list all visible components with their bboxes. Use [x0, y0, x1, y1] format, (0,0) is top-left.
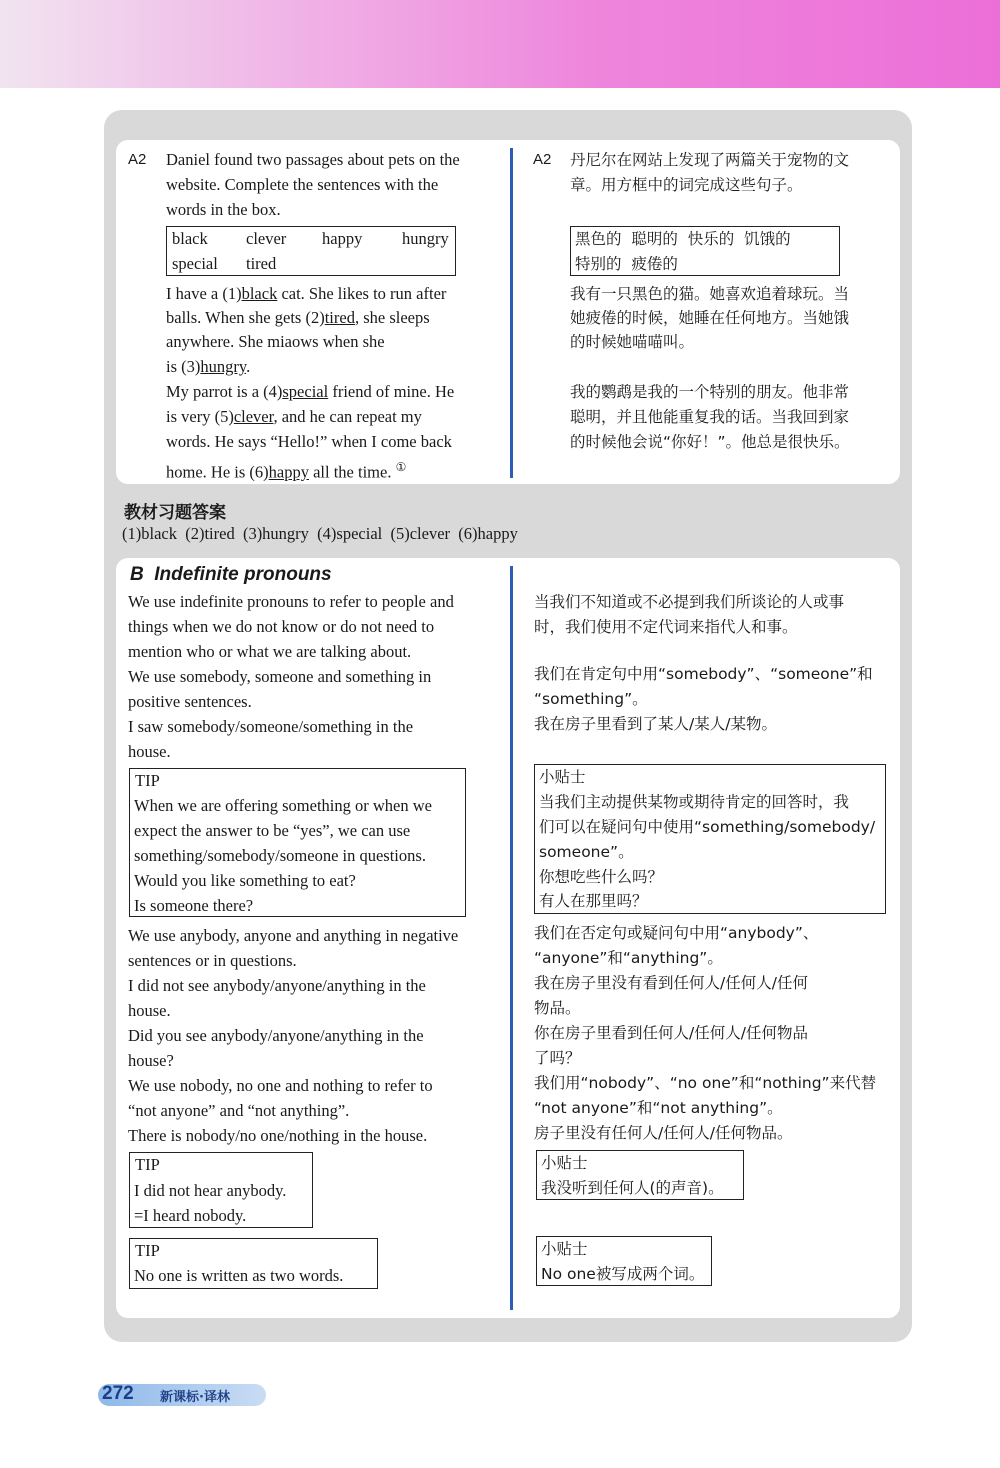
tip-line: No one is written as two words. [134, 1266, 344, 1285]
a2-intro-line: words in the box. [166, 200, 281, 219]
passage-zh-line: 的时候她喵喵叫。 [570, 333, 695, 351]
passage-line: is very (5)clever, and he can repeat my [166, 407, 422, 426]
body-line: things when we do not know or do not need to [128, 617, 435, 636]
passage-zh-line: 我有一只黑色的猫。她喜欢追着球玩。当 [570, 285, 850, 303]
tip-title-zh: 小贴士 [539, 768, 586, 786]
passage-line: I have a (1)black cat. She likes to run after [166, 284, 447, 303]
passage-zh-line: 她疲倦的时候，她睡在任何地方。当她饿 [570, 309, 850, 327]
passage-line: words. He says “Hello!” when I come back [166, 432, 452, 451]
column-divider-top [510, 148, 513, 478]
passage-line: My parrot is a (4)special friend of mine. He [166, 382, 455, 401]
word-box-item: special [172, 254, 218, 273]
section-b-heading: B Indefinite pronouns [130, 564, 332, 585]
passage-zh-line: 我的鹦鹉是我的一个特别的朋友。他非常 [570, 383, 850, 401]
body-line: house. [128, 742, 171, 761]
body-zh-line: 我们在肯定句中用“somebody”、“someone”和 [534, 665, 873, 683]
body-zh-line: 你在房子里看到任何人/任何人/任何物品 [534, 1024, 808, 1042]
body-zh-line: 我在房子里没有看到任何人/任何人/任何 [534, 974, 808, 992]
body-line: positive sentences. [128, 692, 252, 711]
body-zh-line: 时，我们使用不定代词来指代人和事。 [534, 618, 798, 636]
tip-line: Is someone there? [134, 896, 254, 915]
tip-title-zh: 小贴士 [541, 1240, 588, 1258]
body-zh-line: 房子里没有任何人/任何人/任何物品。 [534, 1124, 793, 1142]
body-line: We use anybody, anyone and anything in negative [128, 926, 459, 945]
column-divider-bottom [510, 566, 513, 1310]
body-zh-line: 物品。 [534, 999, 581, 1017]
body-line: We use indefinite pronouns to refer to people and [128, 592, 454, 611]
body-line: “not anyone” and “not anything”. [128, 1101, 350, 1120]
body-zh-line: 我们在否定句或疑问句中用“anybody”、 [534, 924, 819, 942]
passage-zh-line: 聪明，并且他能重复我的话。当我回到家 [570, 408, 850, 426]
body-zh-line: “anyone”和“anything”。 [534, 949, 723, 967]
answer-blank: happy [268, 462, 309, 482]
tip-line: Would you like something to eat? [134, 871, 356, 890]
tip-line: something/somebody/someone in questions. [134, 846, 426, 865]
passage-line: home. He is (6)happy all the time. ① [166, 460, 407, 482]
tip-title: TIP [135, 1155, 160, 1174]
tip-zh-line: 我没听到任何人(的声音)。 [541, 1179, 724, 1197]
tip-line: =I heard nobody. [134, 1206, 247, 1225]
tip-zh-line: 你想吃些什么吗？ [539, 868, 664, 886]
answer-blank: special [282, 382, 329, 401]
body-line: We use nobody, no one and nothing to refer to [128, 1076, 433, 1095]
body-zh-line: 我在房子里看到了某人/某人/某物。 [534, 715, 777, 733]
answer-blank: black [241, 284, 278, 303]
answer-blank: hungry [200, 357, 247, 376]
body-line: house? [128, 1051, 174, 1070]
a2-intro-line: website. Complete the sentences with the [166, 175, 439, 194]
body-zh-line: 当我们不知道或不必提到我们所谈论的人或事 [534, 593, 845, 611]
body-line: Did you see anybody/anyone/anything in the [128, 1026, 424, 1045]
word-box-zh-row: 黑色的 聪明的 快乐的 饥饿的 [575, 230, 791, 248]
tip-zh-line: 有人在那里吗？ [539, 892, 648, 910]
a2-intro-zh: 丹尼尔在网站上发现了两篇关于宠物的文 [570, 151, 850, 169]
passage-line: is (3)hungry. [166, 357, 251, 376]
body-zh-line: “not anyone”和“not anything”。 [534, 1099, 783, 1117]
tip-title: TIP [135, 771, 160, 790]
tip-title-zh: 小贴士 [541, 1154, 588, 1172]
answer-blank: tired [324, 308, 355, 327]
series-name: 新课标·译林 [160, 1390, 230, 1405]
word-box-item: hungry [402, 229, 449, 248]
a2-label-zh: A2 [533, 151, 552, 168]
tip-line: expect the answer to be “yes”, we can use [134, 821, 411, 840]
passage-line: anywhere. She miaows when she [166, 332, 385, 351]
body-line: sentences or in questions. [128, 951, 297, 970]
word-box-zh-row: 特别的 疲倦的 [575, 255, 678, 273]
page-number: 272 [102, 1383, 134, 1404]
body-line: house. [128, 1001, 171, 1020]
passage-zh-line: 的时候他会说“你好！”。他总是很快乐。 [570, 433, 850, 451]
body-line: I did not see anybody/anyone/anything in the [128, 976, 426, 995]
tip-zh-line: 当我们主动提供某物或期待肯定的回答时，我 [539, 793, 850, 811]
tip-zh-line: someone”。 [539, 843, 634, 861]
body-line: mention who or what we are talking about. [128, 642, 412, 661]
body-zh-line: 了吗？ [534, 1049, 581, 1067]
footnote-marker: ① [395, 460, 407, 474]
word-box-item: black [172, 229, 208, 248]
a2-intro-zh: 章。用方框中的词完成这些句子。 [570, 176, 803, 194]
a2-intro-line: Daniel found two passages about pets on the [166, 150, 460, 169]
tip-line: When we are offering something or when we [134, 796, 432, 815]
body-zh-line: 我们用“nobody”、“no one”和“nothing”来代替 [534, 1074, 877, 1092]
tip-zh-line: No one被写成两个词。 [541, 1265, 705, 1283]
body-line: I saw somebody/someone/something in the [128, 717, 414, 736]
a2-label: A2 [128, 151, 147, 168]
body-line: There is nobody/no one/nothing in the house. [128, 1126, 428, 1145]
word-box-item: happy [322, 229, 363, 248]
word-box-item: tired [246, 254, 277, 273]
body-line: We use somebody, someone and something in [128, 667, 432, 686]
tip-line: I did not hear anybody. [134, 1181, 287, 1200]
word-box-item: clever [246, 229, 287, 248]
answers-title: 教材习题答案 [124, 503, 226, 523]
top-decorative-band [0, 0, 1000, 88]
answers-line: (1)black (2)tired (3)hungry (4)special (5)clever (6)happy [122, 524, 518, 543]
tip-zh-line: 们可以在疑问句中使用“something/somebody/ [539, 818, 876, 836]
tip-title: TIP [135, 1241, 160, 1260]
passage-line: balls. When she gets (2)tired, she sleeps [166, 308, 430, 327]
answer-blank: clever [233, 407, 274, 426]
body-zh-line: “something”。 [534, 690, 648, 708]
